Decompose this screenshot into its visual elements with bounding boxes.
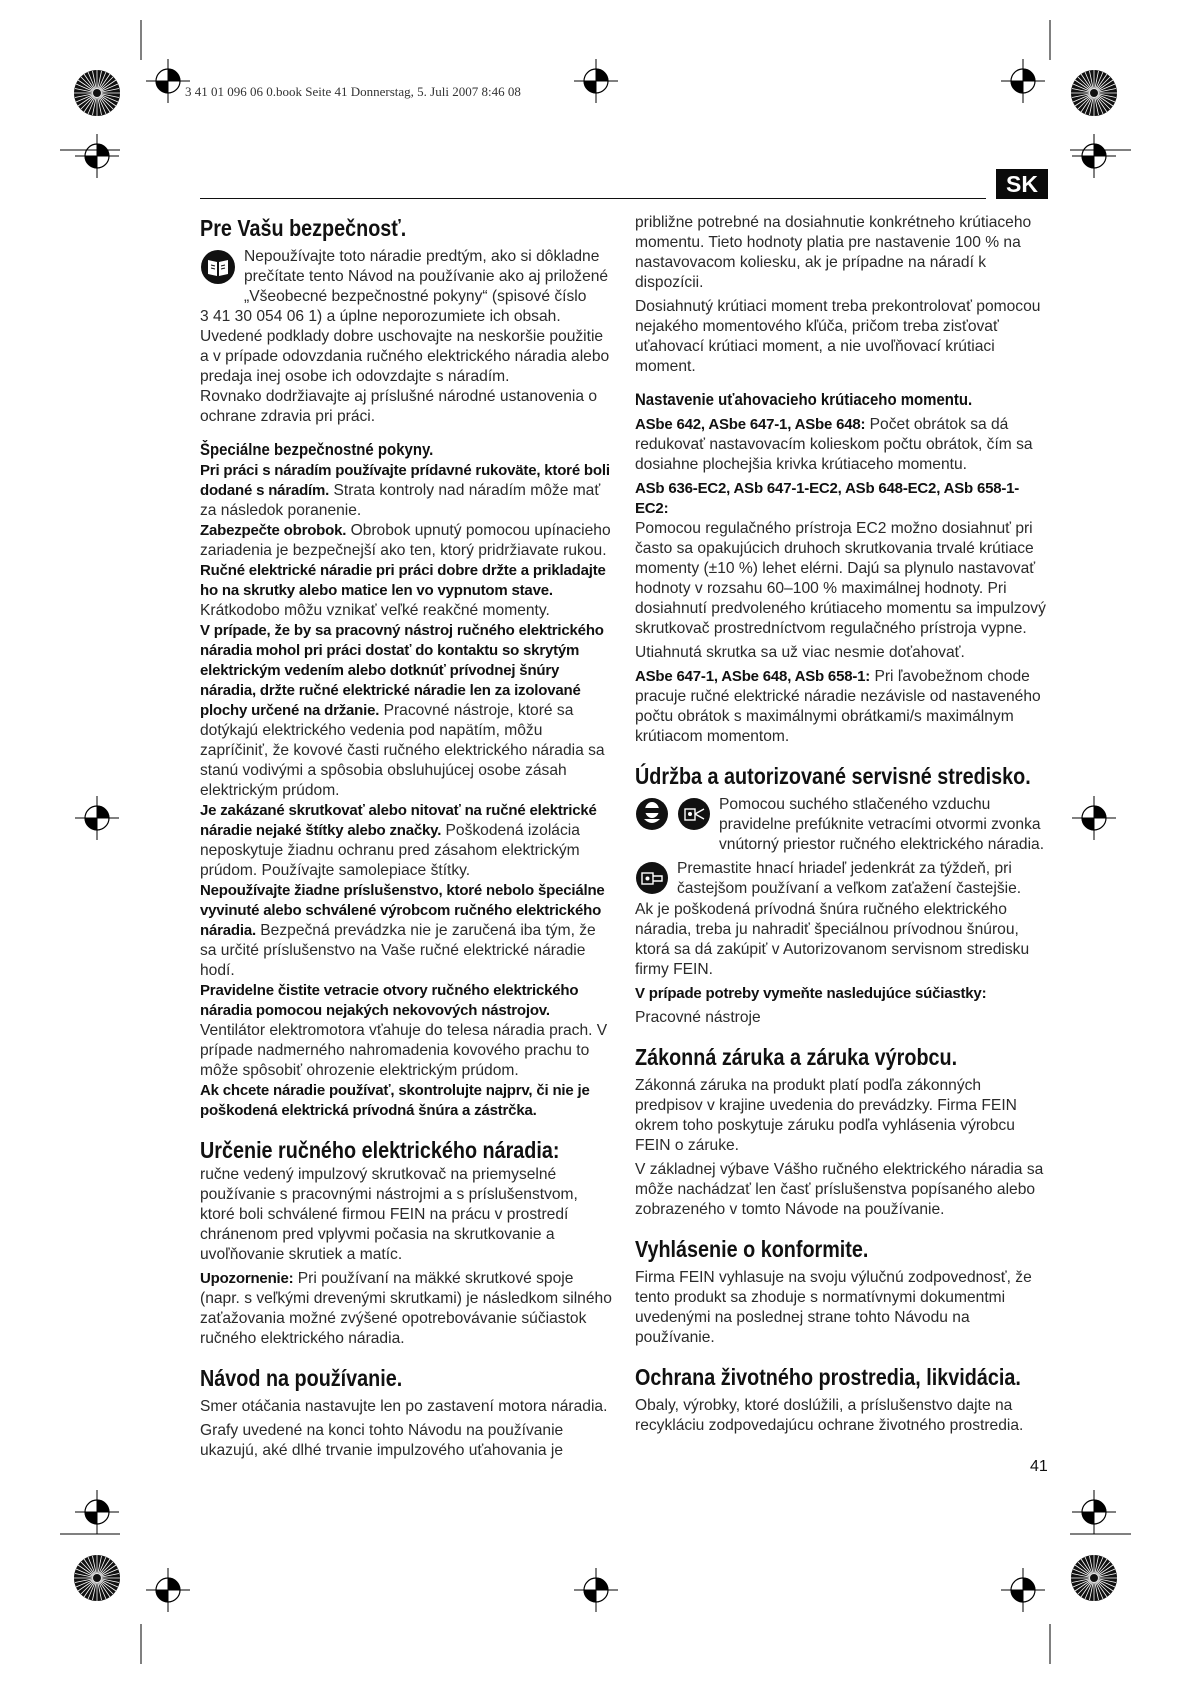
maintenance-text-3: Ak je poškodená prívodná šnúra ručného elektrického náradia, treba ju nahradiť špeciálnou prívodnou šnúrou, ktorá sa dá zakúpiť v Autorizovanom servisnom stredisku firmy FEIN. bbox=[635, 901, 1030, 978]
safety-item-8: Ak chcete náradie používať, skontrolujte najprv, či nie je poškodená elektrická prívodná šnúra a zástrčka. bbox=[200, 1082, 590, 1119]
maintenance-item-2 bbox=[635, 859, 1047, 900]
maintenance-item-1 bbox=[635, 795, 1047, 855]
environment-text: Obaly, výrobky, ktoré doslúžili, a príslušenstvo dajte na recykláciu zodpovedajúcu ochrane životného prostredia. bbox=[635, 1397, 1024, 1434]
intro-text-b: 3 41 30 054 06 1) a úplne neporozumiete ich obsah. Uvedené podklady dobre uschovajte na neskoršie použitie a v prípade odovzdania ručného elektrického náradia alebo predaja inej osobe ich odovzdajte s náradím. bbox=[200, 308, 610, 385]
language-badge: SK bbox=[996, 169, 1048, 199]
torque-item-2-text: Pomocou regulačného prístroja EC2 možno dosiahnuť pri často sa opakujúcich druhoch skrutkovania trvalé krútiace momenty (±10 %) lehet elérni. Dajú sa plynulo nastavovať hodnoty v rozsahu 60–100 % maximálnej hodnoty. Pri dosiahnutí predvoleného krútiaceho momentu sa impulzový skrutkovač prostredníctvom regulačného prístroja vypne. bbox=[635, 520, 1046, 637]
heading-conformity: Vyhlásenie o konformite. bbox=[635, 1236, 869, 1262]
intro-paragraph bbox=[200, 247, 612, 307]
operating-text-b: Grafy uvedené na konci tohto Návodu na používanie ukazujú, aké dlhé trvanie impulzového uťahovania je bbox=[200, 1422, 564, 1459]
left-column bbox=[200, 213, 612, 1461]
lubrication-icon bbox=[635, 861, 669, 900]
safety-item-7: Pravidelne čistite vetracie otvory ručného elektrického náradia pomocou nejakých nekovových nástrojov. Ventilátor elektromotora vťahuje do telesa náradia prach. V prípade nadmerného nahromadenia kovového prachu to môže spôsobiť ohrozenie elektrickým prúdom. bbox=[200, 982, 608, 1079]
torque-text-2: Dosiahnutý krútiaci moment treba prekontrolovať pomocou nejakého momentového kľúča, pričom treba zisťovať uťahovací krútiaci moment, a nie uvoľňovací krútiaci moment. bbox=[635, 298, 1041, 375]
book-header-line: 3 41 01 096 06 0.book Seite 41 Donnerstag, 5. Juli 2007 8:46 08 bbox=[185, 84, 521, 99]
intro-text-c: Rovnako dodržiavajte aj príslušné národné ustanovenia o ochrane zdravia pri práci. bbox=[200, 388, 598, 425]
heading-special-safety: Špeciálne bezpečnostné pokyny. bbox=[200, 440, 434, 459]
safety-item-2: Zabezpečte obrobok. Obrobok upnutý pomocou upínacieho zariadenia je bezpečnejší ako ten, ktorý pridržiavate rukou. bbox=[200, 522, 611, 559]
heading-operating-instructions: Návod na používanie. bbox=[200, 1365, 403, 1391]
conformity-text: Firma FEIN vyhlasuje na svoju výlučnú zodpovednosť, že tento produkt sa zhoduje s normatívnymi dokumentmi uvedenými na poslednej strane tohto Návodu na používanie. bbox=[635, 1269, 1032, 1346]
maintenance-text-5: Pracovné nástroje bbox=[635, 1009, 761, 1026]
instruction-manual-icon bbox=[200, 249, 236, 290]
page-number: 41 bbox=[1030, 1458, 1048, 1475]
safety-item-5: Je zakázané skrutkovať alebo nitovať na ručné elektrické náradie nejaké štítky alebo značky. Poškodená izolácia neposkytuje žiadnu ochranu pred zásahom elektrickým prúdom. Používajte samolepiace štítky. bbox=[200, 802, 597, 879]
note-paragraph: Upozornenie: Pri používaní na mäkké skrutkové spoje (napr. s veľkými drevenými skrutkami) je následkom silného zaťažovania možné zvýšené opotrebovávanie súčiastok ručného elektrického náradia. bbox=[200, 1270, 612, 1347]
heading-maintenance: Údržba a autorizované servisné stredisko. bbox=[635, 763, 1031, 789]
operating-text-a: Smer otáčania nastavujte len po zastavení motora náradia. bbox=[200, 1398, 608, 1415]
right-column bbox=[635, 213, 1047, 1436]
maintenance-text-1: Pomocou suchého stlačeného vzduchu pravidelne prefúknite vetracími otvormi zvonka vnútorný priestor ručného elektrického náradia. bbox=[719, 796, 1045, 853]
heading-warranty: Zákonná záruka a záruka výrobcu. bbox=[635, 1044, 958, 1070]
torque-item-4: ASbe 647-1, ASbe 648, ASb 658-1: Pri ľavobežnom chode pracuje ručné elektrické náradie nezávisle od nastaveného počtu obrátok s maximálnymi obrátkami/s maximálnym krútiacom momentom. bbox=[635, 668, 1041, 745]
warranty-text-1: Zákonná záruka na produkt platí podľa zákonných predpisov v krajine uvedenia do prevádzky. Firma FEIN okrem toho poskytuje záruku podľa vyhlásenia výrobcu FEIN o záruke. bbox=[635, 1077, 1017, 1154]
safety-item-1: Pri práci s náradím používajte prídavné rukoväte, ktoré boli dodané s náradím. Strata kontroly nad náradím môže mať za následok poranenie. bbox=[200, 462, 610, 519]
tool-service-icon bbox=[677, 797, 711, 836]
heading-environment: Ochrana životného prostredia, likvidácia. bbox=[635, 1364, 1021, 1390]
warranty-text-2: V základnej výbave Vášho ručného elektrického náradia sa môže nachádzať len časť príslušenstva popísaného alebo zobrazeného v tomto Návode na používanie. bbox=[635, 1161, 1044, 1218]
safety-item-6: Nepoužívajte žiadne príslušenstvo, ktoré nebolo špeciálne vyvinuté alebo schválené výrobcom ručného elektrického náradia. Bezpečná prevádzka nie je zaručená iba tým, že sa určité príslušenstvo na Vaše ručné elektrické náradie hodí. bbox=[200, 882, 605, 979]
heading-torque-setting: Nastavenie uťahovacieho krútiaceho momentu. bbox=[635, 390, 973, 409]
torque-item-3: Utiahnutá skrutka sa už viac nesmie doťahovať. bbox=[635, 644, 965, 661]
torque-item-1: ASbe 642, ASbe 647-1, ASbe 648: Počet obrátok sa dá redukovať nastavovacím kolieskom počtu obrátok, čím sa dosiahne plochejšia krivka krútiaceho momentu. bbox=[635, 416, 1033, 473]
safety-item-3: Ručné elektrické náradie pri práci dobre držte a prikladajte ho na skrutky alebo matice len vo vypnutom stave. Krátkodobo môžu vznikať veľké reakčné momenty. bbox=[200, 562, 606, 619]
heading-safety: Pre Vašu bezpečnosť. bbox=[200, 215, 407, 241]
maintenance-text-4: V prípade potreby vymeňte nasledujúce súčiastky: bbox=[635, 985, 987, 1002]
safety-item-4: V prípade, že by sa pracovný nástroj ručného elektrického náradia mohol pri práci dostať do kontaktu so skrytým elektrickým vedením alebo dotknúť prívodnej šnúry náradia, držte ručné elektrické náradie len za izolované plochy určené na držanie. Pracovné nástroje, ktoré sa dotýkajú elektrického vedenia pod napätím, môžu zapríčiniť, že kovové časti ručného elektrického náradia sa stanú vodivými a spôsobia obsluhujúcej osobe zásah elektrickým prúdom. bbox=[200, 622, 605, 799]
maintenance-text-2: Premastite hnací hriadeľ jedenkrát za týždeň, pri častejšom používaní a veľkom zaťažení častejšie. bbox=[677, 860, 1022, 897]
intro-text-a: Nepoužívajte toto náradie predtým, ako si dôkladne prečítate tento Návod na používanie ako aj priložené „Všeobecné bezpečnostné pokyny“ (spisové číslo bbox=[244, 248, 609, 305]
torque-item-2-title: ASb 636-EC2, ASb 647-1-EC2, ASb 648-EC2, ASb 658-1-EC2: bbox=[635, 480, 1020, 517]
heading-intended-use: Určenie ručného elektrického náradia: bbox=[200, 1137, 560, 1163]
header-rule bbox=[200, 198, 986, 199]
torque-text-1: približne potrebné na dosiahnutie konkrétneho krútiaceho momentu. Tieto hodnoty platia pre nastavenie 100 % na nastavovacom koliesku, ak je prípadne na náradí k dispozícii. bbox=[635, 214, 1032, 291]
intended-use-text: ručne vedený impulzový skrutkovač na priemyselné používanie s pracovnými nástrojmi a s príslušenstvom, ktoré boli schválené firmou FEIN na prácu v prostredí chránenom pred vplyvmi počasia na skrutkovanie a uvoľňovanie skrutiek a matíc. bbox=[200, 1166, 578, 1263]
eye-protection-icon bbox=[635, 797, 669, 836]
